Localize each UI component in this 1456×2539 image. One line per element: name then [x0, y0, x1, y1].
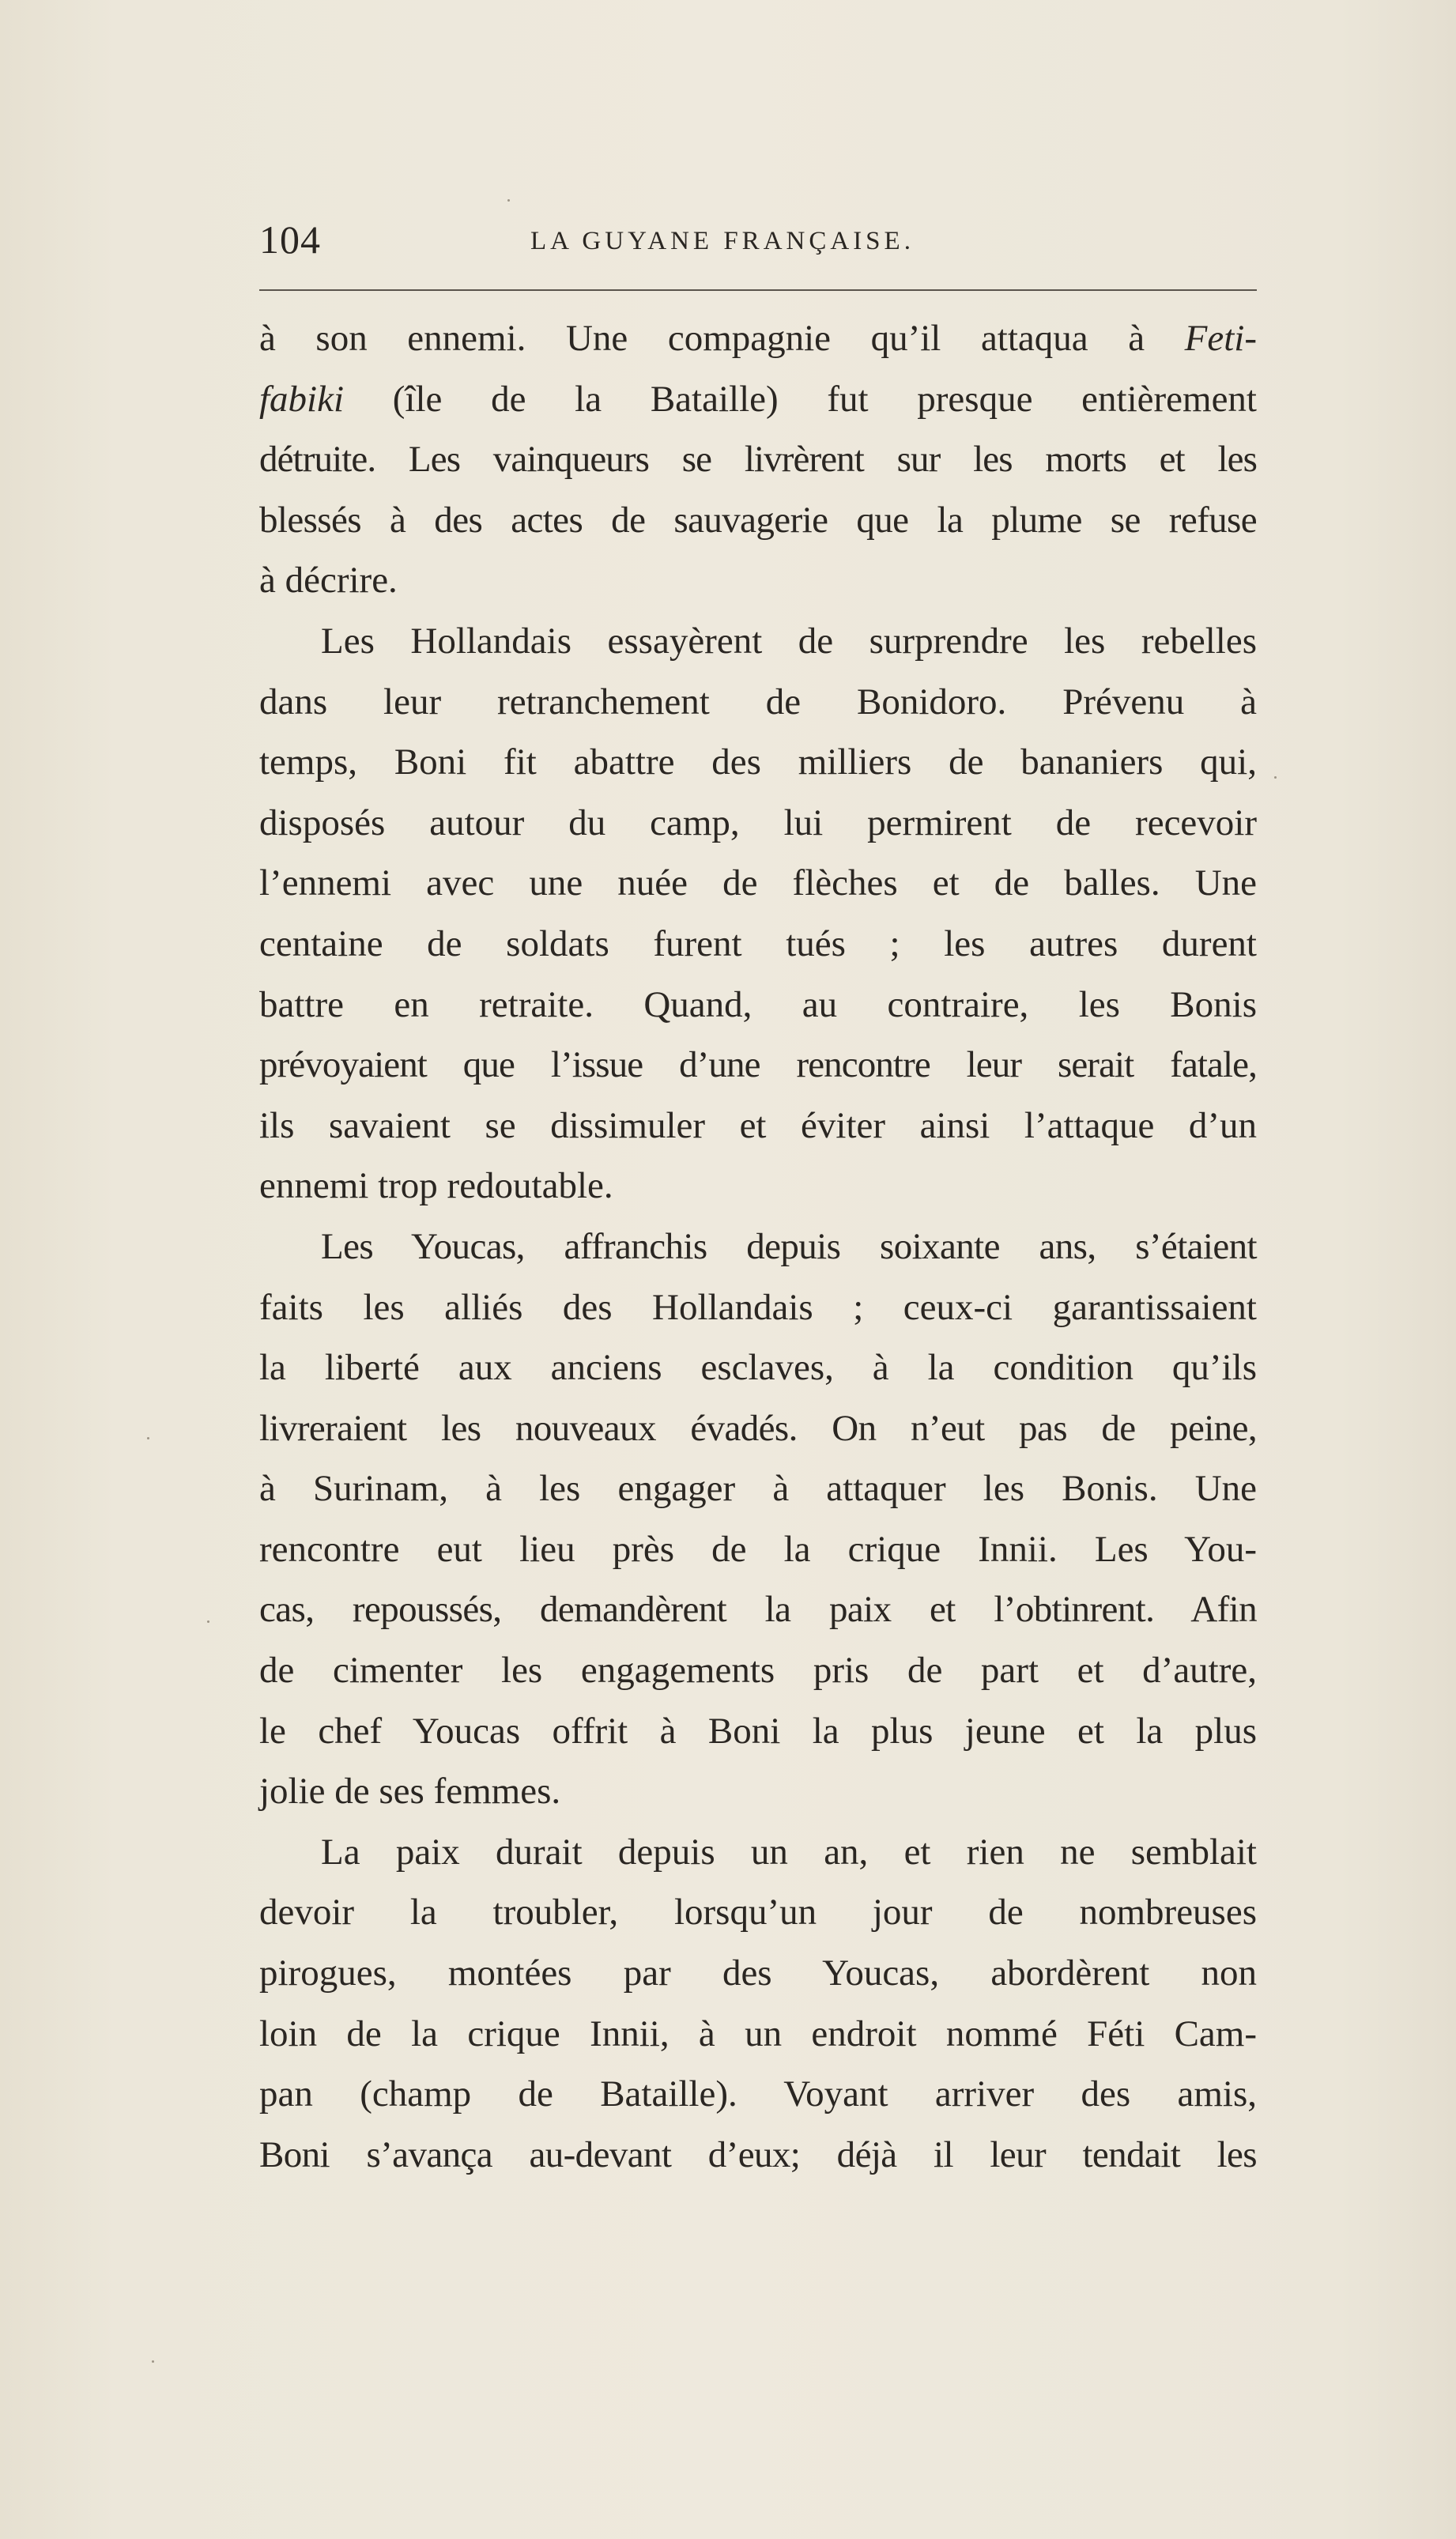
- text-line: battre en retraite. Quand, au contraire, les Bonis: [259, 983, 1257, 1025]
- paper-speck: [147, 1437, 149, 1439]
- header-rule: [259, 289, 1257, 291]
- paper-speck: [507, 199, 510, 202]
- text-line: prévoyaient que l’issue d’une rencontre leur serait fatale,: [259, 1044, 1257, 1086]
- text-line: ennemi trop redoutable.: [259, 1165, 613, 1207]
- running-title: LA GUYANE FRANÇAISE.: [530, 227, 915, 255]
- text-line: pan (champ de Bataille). Voyant arriver des amis,: [259, 2073, 1257, 2115]
- text-line: détruite. Les vainqueurs se livrèrent sur les morts et les: [259, 439, 1257, 481]
- paragraph-first-line: La paix durait depuis un an, et rien ne semblait: [321, 1831, 1257, 1873]
- body-text: [259, 308, 1257, 2185]
- text-line: de cimenter les engagements pris de part et d’autre,: [259, 1650, 1257, 1692]
- page-number: 104: [259, 217, 321, 262]
- paper-speck: [152, 2360, 154, 2363]
- paragraph-first-line: Les Hollandais essayèrent de surprendre les rebelles: [321, 620, 1257, 662]
- text-line: l’ennemi avec une nuée de flèches et de balles. Une: [259, 862, 1257, 904]
- text-line: ils savaient se dissimuler et éviter ainsi l’attaque d’un: [259, 1104, 1257, 1146]
- text-line: rencontre eut lieu près de la crique Innii. Les You-: [259, 1528, 1257, 1570]
- paragraph-first-line: Les Youcas, affranchis depuis soixante ans, s’étaient: [321, 1225, 1257, 1267]
- text-line: à son ennemi. Une compagnie qu’il attaqua à Feti-: [259, 318, 1257, 359]
- text-line: devoir la troubler, lorsqu’un jour de nombreuses: [259, 1892, 1257, 1933]
- text-line: disposés autour du camp, lui permirent de recevoir: [259, 802, 1257, 843]
- text-line: cas, repoussés, demandèrent la paix et l’obtinrent. Afin: [259, 1589, 1257, 1631]
- paper-speck: [1274, 776, 1277, 779]
- text-line: à décrire.: [259, 560, 398, 602]
- text-line: Boni s’avança au-devant d’eux; déjà il leur tendait les: [259, 2133, 1257, 2175]
- text-line: pirogues, montées par des Youcas, abordèrent non: [259, 1952, 1257, 1994]
- page-header: [259, 212, 1257, 267]
- text-line: jolie de ses femmes.: [259, 1771, 561, 1813]
- paper-speck: [207, 1620, 209, 1623]
- text-line: fabiki (île de la Bataille) fut presque entièrement: [259, 378, 1257, 420]
- text-line: livreraient les nouveaux évadés. On n’eut pas de peine,: [259, 1407, 1257, 1449]
- text-line: temps, Boni fit abattre des milliers de bananiers qui,: [259, 741, 1257, 783]
- text-line: loin de la crique Innii, à un endroit nommé Féti Cam-: [259, 2013, 1257, 2054]
- text-line: faits les alliés des Hollandais ; ceux-ci garantissaient: [259, 1286, 1257, 1328]
- text-line: à Surinam, à les engager à attaquer les Bonis. Une: [259, 1468, 1257, 1510]
- text-line: centaine de soldats furent tués ; les autres durent: [259, 922, 1257, 964]
- text-line: dans leur retranchement de Bonidoro. Prévenu à: [259, 681, 1257, 722]
- text-line: le chef Youcas offrit à Boni la plus jeune et la plus: [259, 1710, 1257, 1752]
- text-line: la liberté aux anciens esclaves, à la condition qu’ils: [259, 1347, 1257, 1389]
- text-line: blessés à des actes de sauvagerie que la plume se refuse: [259, 499, 1257, 541]
